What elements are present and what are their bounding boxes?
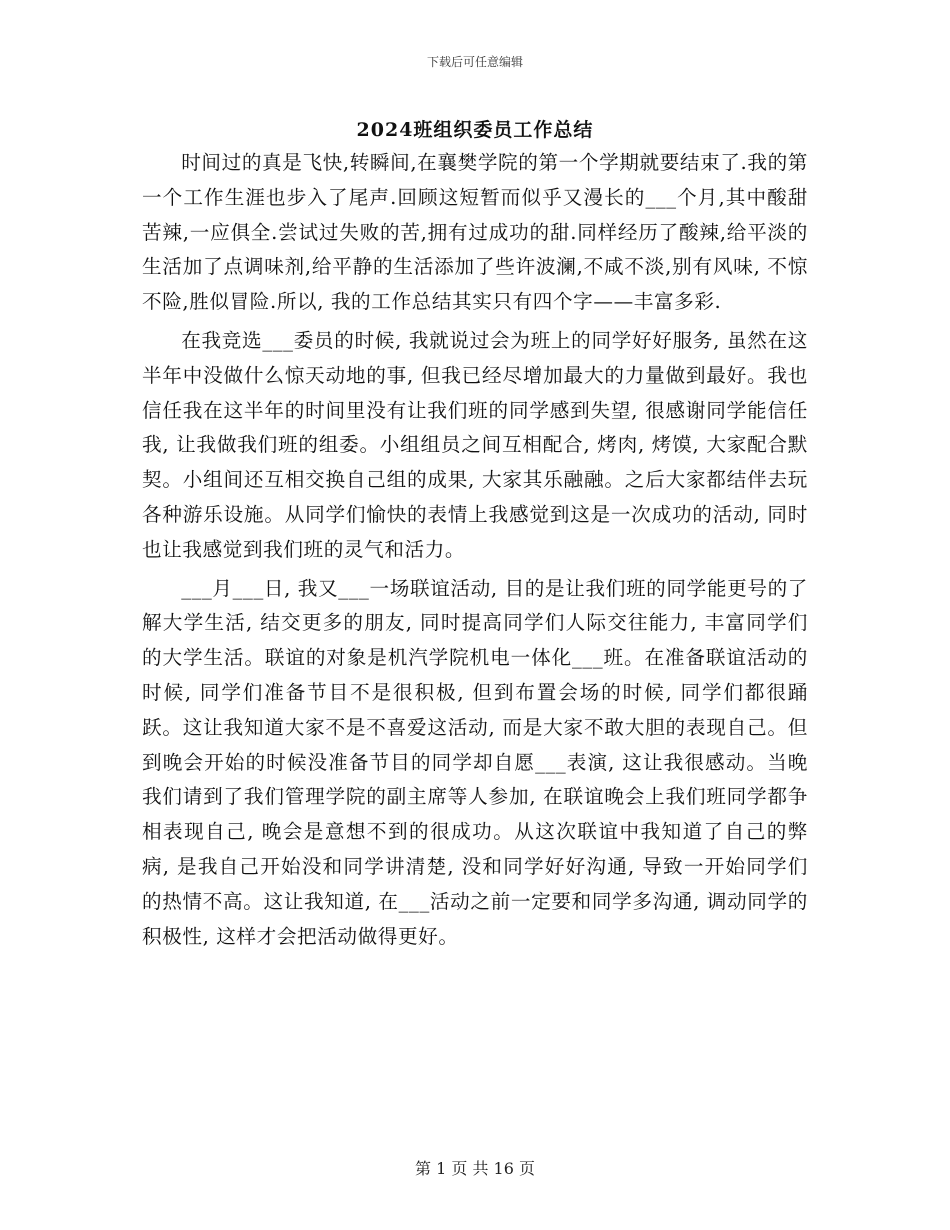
paragraph-friendship-event: ___月___日, 我又___一场联谊活动, 目的是让我们班的同学能更号的了解大学生活, 结交更多的朋友, 同时提高同学们人际交往能力, 丰富同学们的大学生活。联谊的对象是机汽学院机电一体化___班。在准备联谊活动的时候, 同学们准备节目不是很积极, 但到布置会场的时候, 同学们都很踊跃。这让我知道大家不是不喜爱这活动, 而是大家不敢大胆的表现自己。但到晚会开始的时候没准备节目的同学却自愿___表演, 这让我很感动。当晚我们请到了我们管理学院的副主席等人参加, 在联谊晚会上我们班同学都争相表现自己, 晚会是意想不到的很成功。从这次联谊中我知道了自己的弊病, 是我自己开始没和同学讲清楚, 没和同学好好沟通, 导致一开始同学们的热情不高。这让我知道, 在___活动之前一定要和同学多沟通, 调动同学的积极性, 这样才会把活动做得更好。: [142, 576, 808, 948]
header-note: 下载后可任意编辑: [426, 55, 523, 69]
document-title: 2024班组织委员工作总结: [356, 119, 594, 141]
paragraph-intro: 时间过的真是飞快,转瞬间,在襄樊学院的第一个学期就要结束了.我的第一个工作生涯也步入了尾声.回顾这短暂而似乎又漫长的___个月,其中酸甜苦辣,一应俱全.尝试过失败的苦,拥有过成功的甜.同样经历了酸辣,给平淡的生活加了点调味剂,给平静的生活添加了些许波澜,不咸不淡,别有风味, 不惊不险,胜似冒险.所以, 我的工作总结其实只有四个字——丰富多彩.: [142, 151, 808, 314]
page-number: 第 1 页 共 16 页: [415, 1159, 535, 1178]
paragraph-election: 在我竞选___委员的时候, 我就说过会为班上的同学好好服务, 虽然在这半年中没做什么惊天动地的事, 但我已经尽增加最大的力量做到最好。我也信任我在这半年的时间里没有让我们班的同学感到失望, 很感谢同学能信任我, 让我做我们班的组委。小组组员之间互相配合, 烤肉, 烤馍, 大家配合默契。小组间还互相交换自己组的成果, 大家其乐融融。之后大家都结伴去玩各种游乐设施。从同学们愉快的表情上我感觉到这是一次成功的活动, 同时也让我感觉到我们班的灵气和活力。: [142, 328, 808, 561]
document-body: [142, 146, 808, 958]
